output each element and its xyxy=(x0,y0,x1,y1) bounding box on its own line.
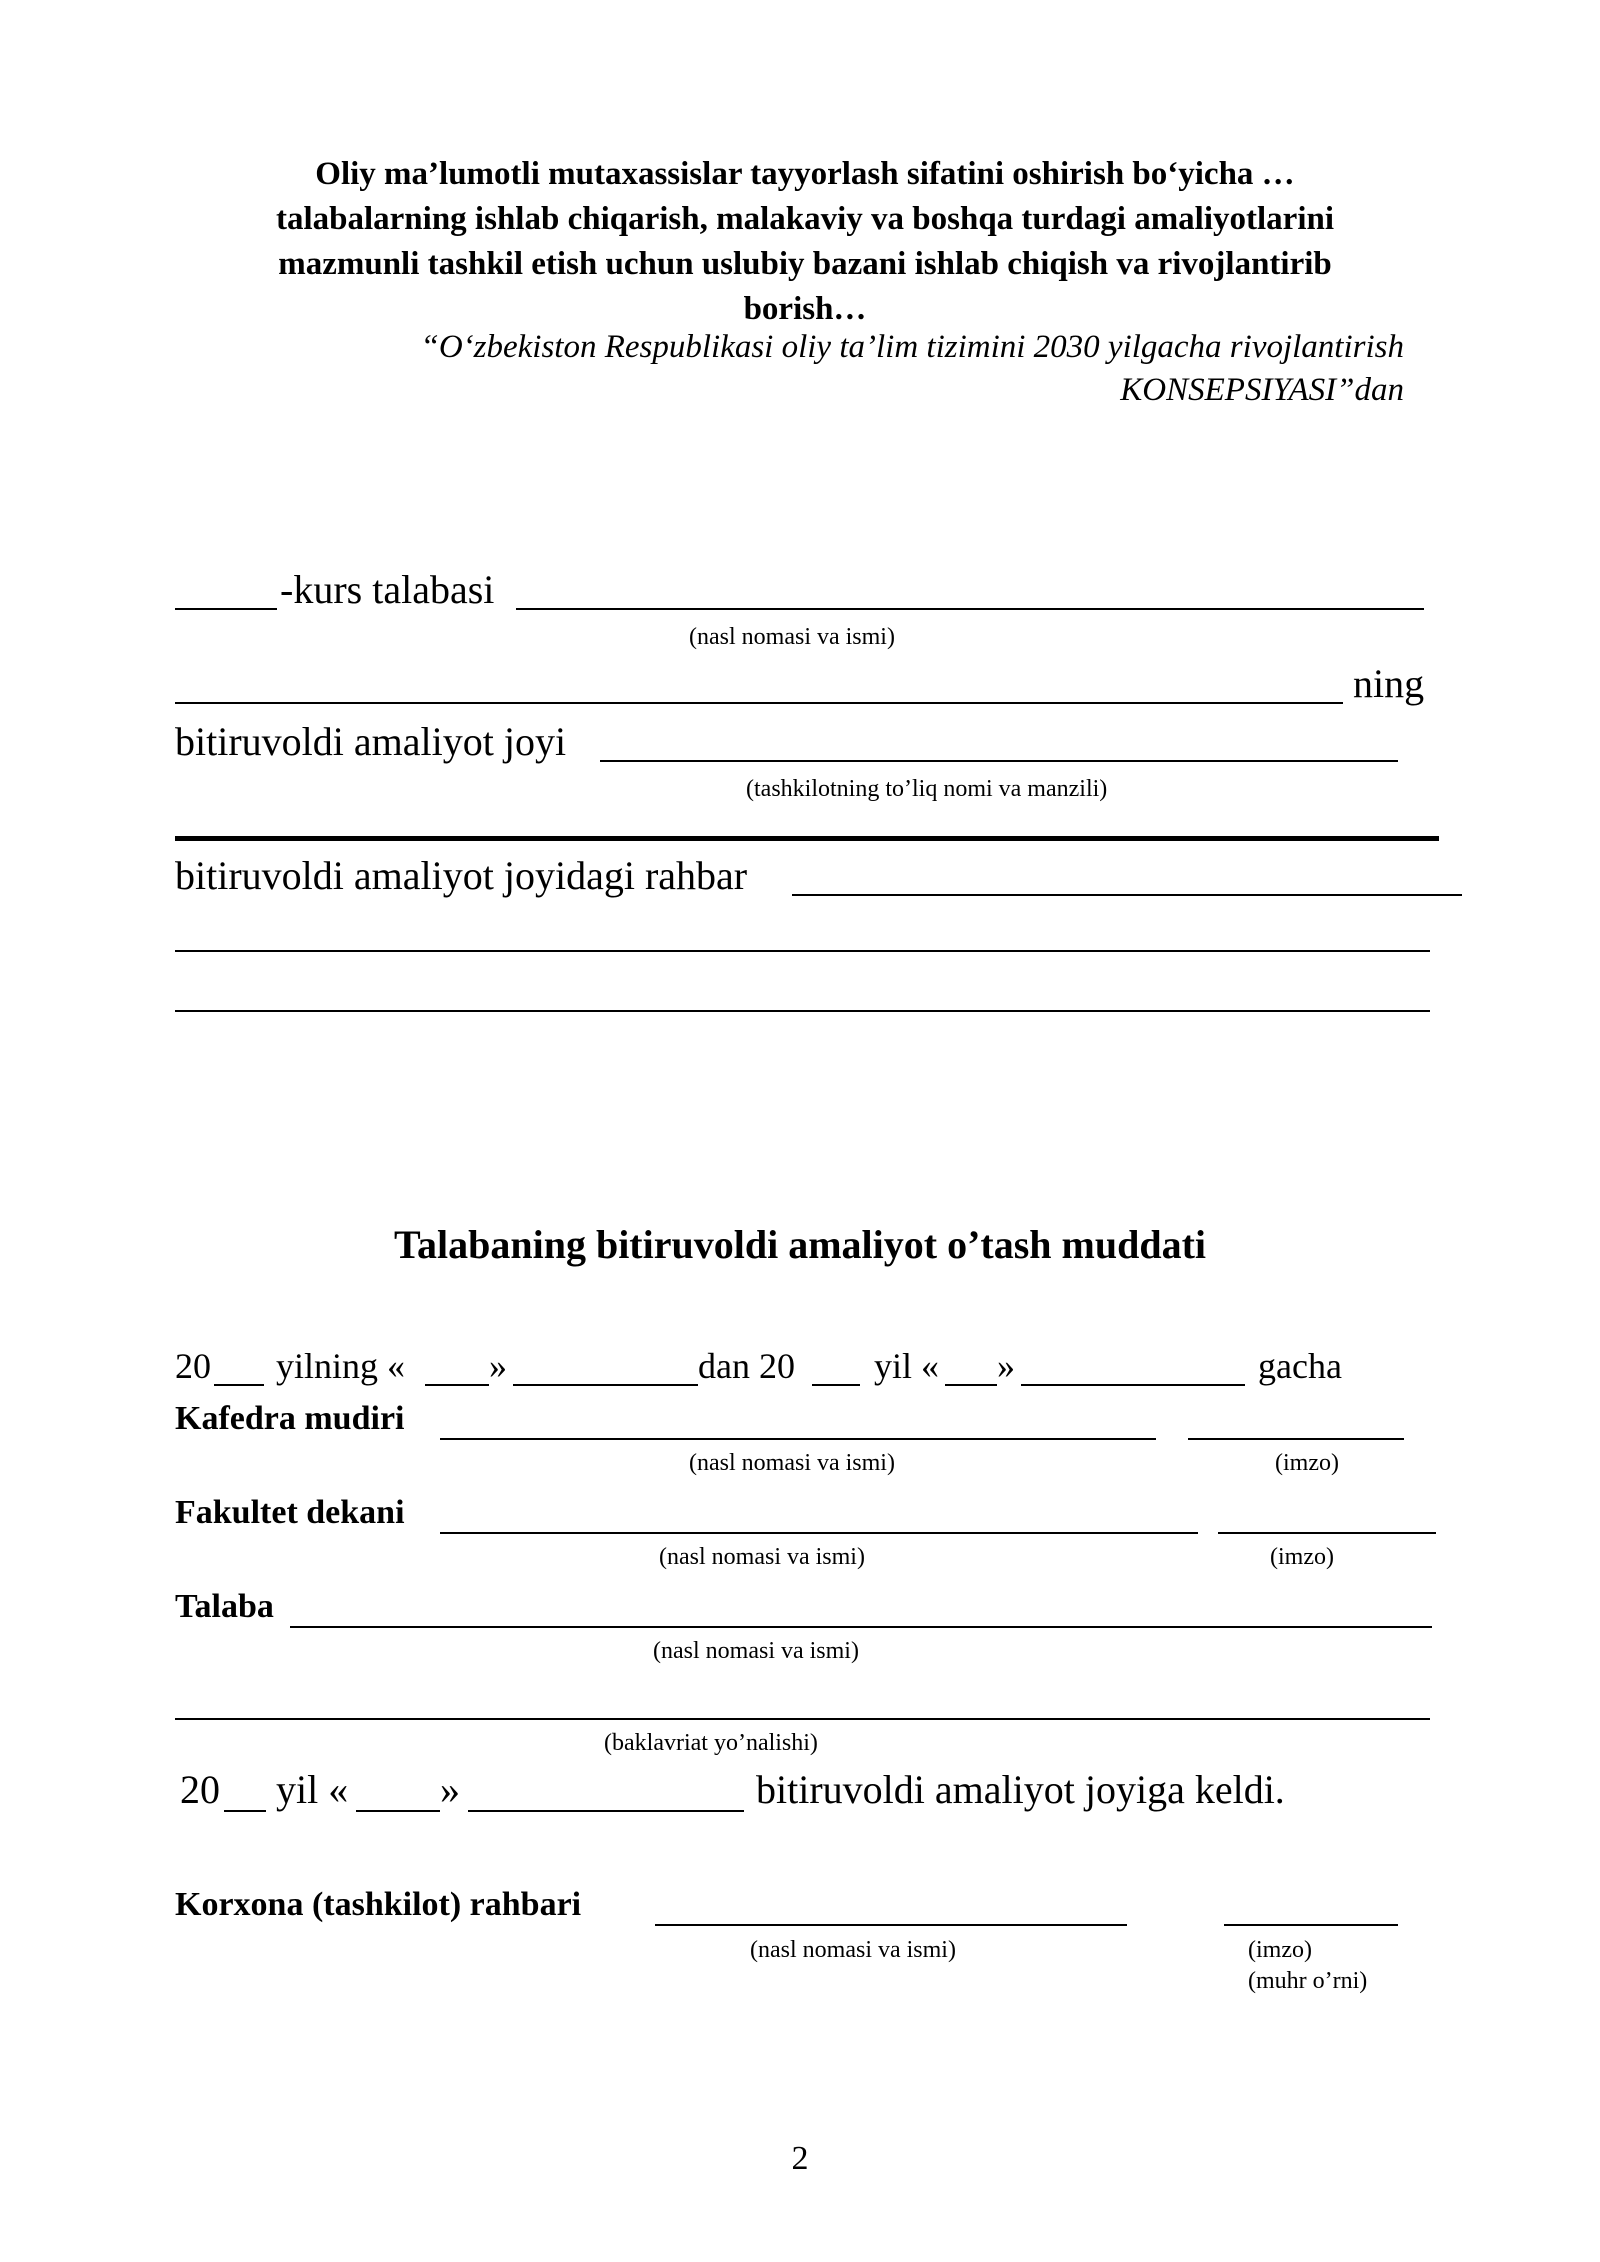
practice-place-field[interactable] xyxy=(600,760,1398,762)
period-title: Talabaning bitiruvoldi amaliyot o’tash muddati xyxy=(393,1222,1207,1267)
dean-name-hint: (nasl nomasi va ismi) xyxy=(659,1544,865,1570)
epigraph-line: mazmunli tashkil etish uchun uslubiy bazani ishlab chiqish va rivojlantirib xyxy=(278,246,1332,282)
head-of-department-signature-hint: (imzo) xyxy=(1275,1450,1339,1476)
page-number: 2 xyxy=(791,2140,809,2177)
epigraph-line: talabalarning ishlab chiqarish, malakaviy va boshqa turdagi amaliyotlarini xyxy=(275,201,1335,237)
start-day-field[interactable] xyxy=(425,1384,489,1386)
period-gacha: gacha xyxy=(1258,1346,1342,1386)
student-name-field[interactable] xyxy=(516,608,1424,610)
arrival-year-prefix: 20 xyxy=(180,1767,220,1812)
enterprise-head-name-hint: (nasl nomasi va ismi) xyxy=(750,1937,956,1963)
bachelor-direction-field[interactable] xyxy=(175,1718,1430,1720)
start-year-field[interactable] xyxy=(214,1384,264,1386)
student-name-continuation-field[interactable] xyxy=(175,702,1343,704)
head-of-department-label: Kafedra mudiri xyxy=(175,1400,405,1437)
bachelor-direction-hint: (baklavriat yo’nalishi) xyxy=(604,1730,818,1756)
enterprise-head-label: Korxona (tashkilot) rahbari xyxy=(175,1886,582,1923)
organization-hint: (tashkilotning to’liq nomi va manzili) xyxy=(746,776,1108,802)
supervisor-continuation-field-2[interactable] xyxy=(175,1010,1430,1012)
arrival-day-field[interactable] xyxy=(356,1810,440,1812)
epigraph-source-line: KONSEPSIYASI”dan xyxy=(1120,372,1404,408)
supervisor-continuation-field-1[interactable] xyxy=(175,950,1430,952)
period-from-word: yilning « xyxy=(276,1346,406,1386)
enterprise-head-name-field[interactable] xyxy=(655,1924,1127,1926)
start-month-field[interactable] xyxy=(513,1384,698,1386)
period-year-prefix: 20 xyxy=(175,1346,211,1386)
arrival-year-field[interactable] xyxy=(224,1810,266,1812)
arrival-month-field[interactable] xyxy=(468,1810,744,1812)
student-label: Talaba xyxy=(175,1588,274,1625)
student-name-hint-signature: (nasl nomasi va ismi) xyxy=(653,1638,859,1664)
ning-suffix: ning xyxy=(1353,661,1425,706)
course-student-label: -kurs talabasi xyxy=(280,567,495,612)
head-of-department-name-field[interactable] xyxy=(440,1438,1156,1440)
epigraph-source-line: “O‘zbekiston Respublikasi oliy ta’lim tizimini 2030 yilgacha rivojlantirish xyxy=(420,329,1404,365)
arrival-text: bitiruvoldi amaliyot joyiga keldi. xyxy=(756,1767,1285,1812)
enterprise-seal-hint: (muhr o’rni) xyxy=(1248,1968,1368,1994)
head-of-department-signature-field[interactable] xyxy=(1188,1438,1404,1440)
epigraph xyxy=(150,152,1460,332)
dean-signature-hint: (imzo) xyxy=(1270,1544,1334,1570)
epigraph-line: Oliy ma’lumotli mutaxassislar tayyorlash sifatini oshirish bo‘yicha … xyxy=(315,156,1295,192)
course-number-field[interactable] xyxy=(175,608,277,610)
dean-signature-field[interactable] xyxy=(1218,1532,1436,1534)
arrival-close-quote: » xyxy=(440,1767,460,1812)
practice-place-continuation-field[interactable] xyxy=(175,836,1439,841)
epigraph-source xyxy=(420,326,1404,412)
enterprise-head-signature-field[interactable] xyxy=(1224,1924,1398,1926)
dean-label: Fakultet dekani xyxy=(175,1494,405,1531)
period-close-quote: » xyxy=(489,1346,507,1386)
enterprise-head-signature-hint: (imzo) xyxy=(1248,1937,1312,1963)
supervisor-label: bitiruvoldi amaliyot joyidagi rahbar xyxy=(175,853,748,898)
period-yil-open: yil « xyxy=(874,1346,940,1386)
head-of-department-name-hint: (nasl nomasi va ismi) xyxy=(689,1450,895,1476)
period-close-quote-end: » xyxy=(997,1346,1015,1386)
student-signature-name-field[interactable] xyxy=(290,1626,1432,1628)
epigraph-line: borish… xyxy=(743,291,867,327)
practice-place-label: bitiruvoldi amaliyot joyi xyxy=(175,719,567,764)
end-month-field[interactable] xyxy=(1021,1384,1245,1386)
arrival-yil-open: yil « xyxy=(276,1767,349,1812)
end-year-field[interactable] xyxy=(812,1384,860,1386)
supervisor-field[interactable] xyxy=(792,894,1462,896)
period-dan: dan 20 xyxy=(698,1346,795,1386)
end-day-field[interactable] xyxy=(945,1384,997,1386)
dean-name-field[interactable] xyxy=(440,1532,1198,1534)
student-name-hint: (nasl nomasi va ismi) xyxy=(689,624,895,650)
